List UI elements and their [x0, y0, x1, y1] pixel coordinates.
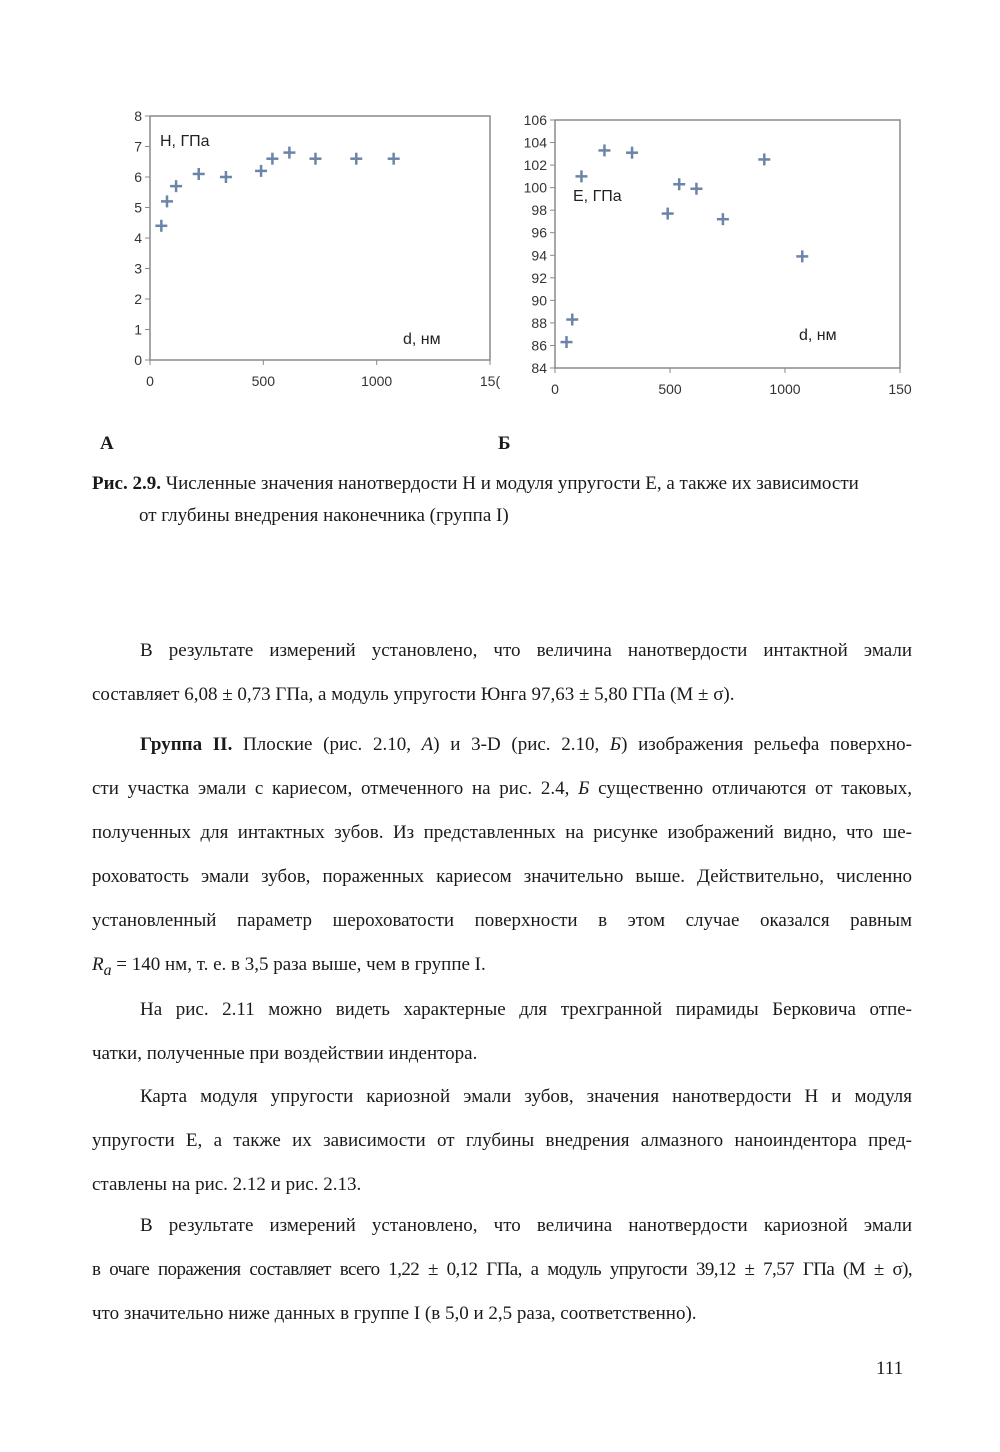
x-tick-label: 500: [658, 381, 682, 397]
data-point: [717, 213, 729, 225]
data-point: [193, 168, 205, 180]
y-tick-label: 84: [531, 360, 547, 376]
y-tick-label: 98: [531, 202, 547, 219]
data-point: [662, 208, 674, 220]
p2-line-2: сти участка эмали с кариесом, отмеченного на рис. 2.4, Б существенно отличаются от таковых,: [92, 778, 912, 799]
paragraph-4: [92, 1075, 912, 1207]
p2-line-3: полученных для интактных зубов. Из представленных на рисунке изображений видно, что ше-: [92, 822, 912, 843]
data-point: [566, 314, 578, 326]
y-tick-label: 1: [134, 321, 142, 338]
y-tick-label: 6: [134, 169, 142, 185]
data-point: [758, 153, 770, 165]
data-point: [220, 171, 232, 183]
caption-label: Рис. 2.9.: [92, 473, 161, 494]
y-tick-label: 7: [134, 138, 142, 155]
data-point: [161, 195, 173, 207]
x-axis-label: d, нм: [403, 331, 441, 348]
data-point: [255, 165, 267, 177]
p4-line-2: упругости E, а также их зависимости от глубины внедрения алмазного наноиндентора пред-: [92, 1130, 912, 1151]
p2-line-5: установленный параметр шероховатости поверхности в этом случае оказался равным: [92, 910, 912, 931]
data-point: [626, 147, 638, 159]
x-tick-label: 1000: [769, 381, 801, 397]
p1-line-2: составляет 6,08 ± 0,73 ГПа, а модуль упругости Юнга 97,63 ± 5,80 ГПа (М ± σ).: [92, 684, 735, 705]
p3-line-1: На рис. 2.11 можно видеть характерные для трехгранной пирамиды Берковича отпе-: [140, 999, 912, 1020]
chart-hardness-svg: [100, 104, 501, 404]
panel-label-b: Б: [498, 433, 511, 454]
p2-line-4: роховатость эмали зубов, пораженных кариесом значительно выше. Действительно, численно: [92, 866, 912, 887]
p5-line-2: в очаге поражения составляет всего 1,22 ± 0,12 ГПа, а модуль упругости 39,12 ± 7,57 ГПа (М ± σ),: [92, 1259, 912, 1280]
data-point: [309, 153, 321, 165]
p4-line-1: Карта модуля упругости кариозной эмали зубов, значения нанотвердости H и модуля: [140, 1086, 912, 1107]
y-tick-label: 2: [134, 291, 142, 307]
x-tick-label: 0: [146, 373, 154, 389]
data-point: [673, 178, 685, 190]
x-axis-label: d, нм: [799, 327, 837, 344]
paragraph-1: [92, 629, 912, 717]
panel-label-a: А: [100, 433, 114, 454]
data-point: [283, 147, 295, 159]
plot-area: [555, 120, 900, 368]
y-tick-label: 3: [134, 260, 142, 277]
y-tick-label: 90: [531, 292, 547, 309]
series-label: H, ГПа: [160, 133, 210, 150]
plot-area: [150, 116, 490, 360]
y-tick-label: 96: [531, 224, 547, 241]
x-tick-label: 0: [551, 381, 559, 397]
chart-hardness: [100, 104, 501, 404]
y-tick-label: 94: [531, 247, 547, 264]
y-tick-label: 0: [134, 352, 142, 368]
data-point: [575, 170, 587, 182]
page-number: 111: [876, 1358, 904, 1379]
caption-line-1: Численные значения нанотвердости H и модуля упругости E, а также их зависимости: [165, 473, 859, 494]
paragraph-3: [92, 988, 912, 1076]
p5-line-3: что значительно ниже данных в группе I (в 5,0 и 2,5 раза, соответственно).: [92, 1303, 697, 1324]
p4-line-3: ставлены на рис. 2.12 и рис. 2.13.: [92, 1174, 362, 1195]
x-tick-label: 15(: [479, 373, 501, 389]
y-tick-label: 5: [134, 199, 142, 216]
data-point: [170, 180, 182, 192]
y-tick-label: 8: [134, 108, 142, 124]
data-point: [690, 183, 702, 195]
x-tick-label: 500: [251, 373, 276, 389]
paragraph-2: [92, 723, 912, 993]
chart-modulus: [505, 104, 920, 404]
y-tick-label: 86: [531, 337, 547, 354]
data-point: [796, 250, 808, 262]
y-tick-label: 4: [134, 230, 142, 246]
y-tick-label: 88: [531, 314, 547, 331]
caption-line-2: от глубины внедрения наконечника (группа I): [139, 505, 509, 526]
p2-heading: Группа II.: [140, 734, 233, 755]
y-tick-label: 102: [523, 157, 547, 174]
p2-line-6: $R_a = 140$ нм, т. е. в 3,5 раза выше, чем в группе I.: [92, 954, 486, 979]
p5-line-1: В результате измерений установлено, что величина нанотвердости кариозной эмали: [140, 1215, 912, 1236]
data-point: [561, 336, 573, 348]
data-point: [155, 220, 167, 232]
data-point: [388, 153, 400, 165]
data-point: [266, 153, 278, 165]
p2-line-1: Группа II. Плоские (рис. 2.10, А) и 3-D (рис. 2.10, Б) изображения рельефа поверхно-: [140, 734, 912, 755]
y-tick-label: 92: [531, 269, 547, 286]
figure-caption: [92, 468, 912, 532]
series-label: E, ГПа: [573, 188, 622, 205]
x-tick-label: 150: [888, 381, 912, 397]
data-point: [598, 144, 610, 156]
x-tick-label: 1000: [361, 373, 393, 389]
y-tick-label: 100: [523, 179, 547, 196]
p1-line-1: В результате измерений установлено, что величина нанотвердости интактной эмали: [140, 640, 912, 661]
p3-line-2: чатки, полученные при воздействии индентора.: [92, 1043, 478, 1064]
y-tick-label: 106: [523, 112, 547, 128]
paragraph-5: [92, 1204, 912, 1336]
y-tick-label: 104: [523, 134, 547, 151]
chart-modulus-svg: [505, 104, 920, 404]
data-point: [350, 153, 362, 165]
